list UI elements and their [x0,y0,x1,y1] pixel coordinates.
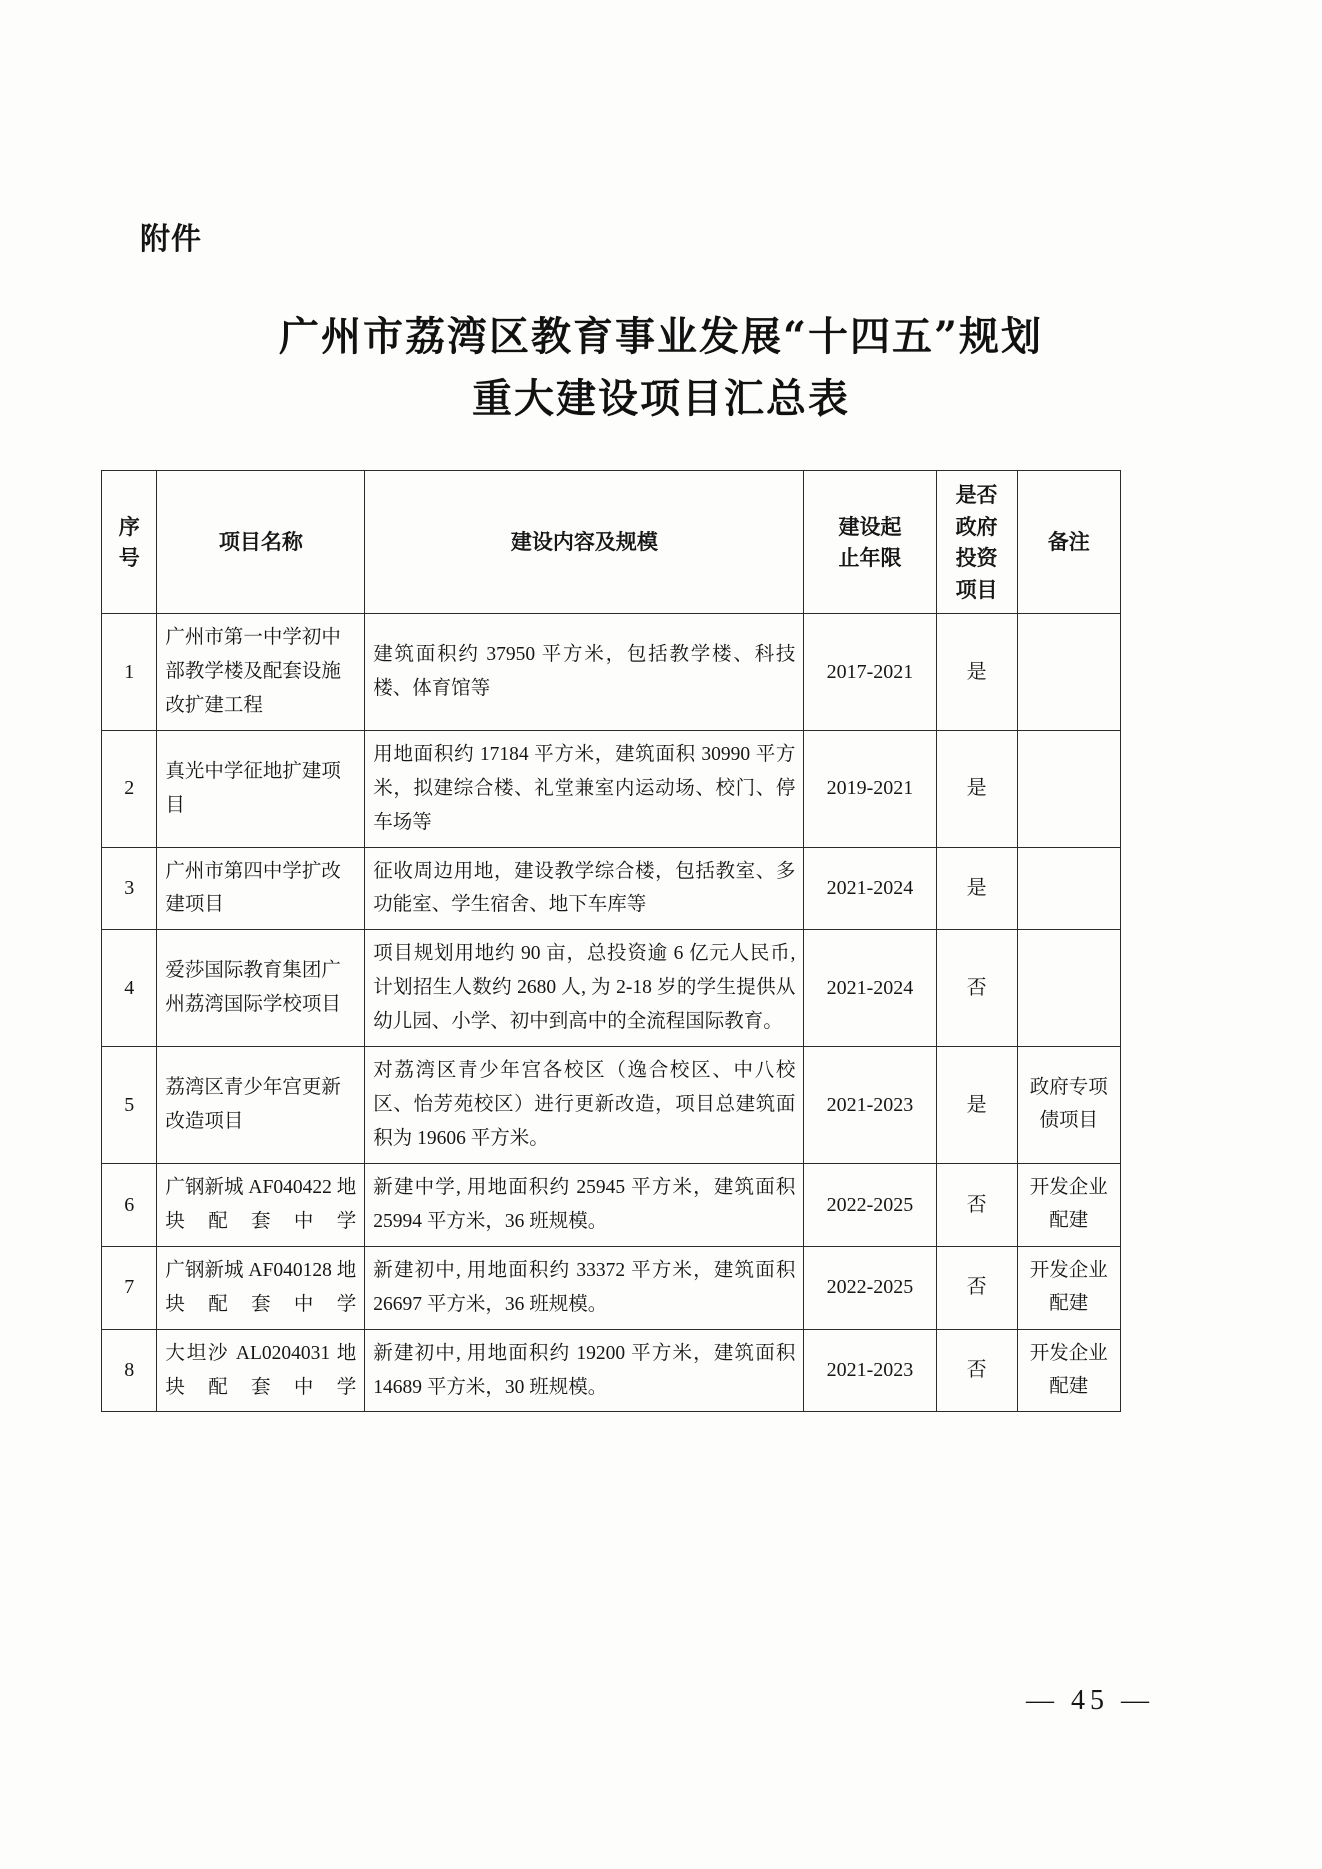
attachment-label: 附件 [140,222,202,257]
cell-sequence-number: 8 [102,1329,157,1412]
table-header-row [102,471,1121,614]
column-header-line: 政府 [955,513,998,539]
cell-government-investment: 是 [936,1047,1017,1164]
cell-remark: 政府专项债项目 [1017,1047,1120,1164]
cell-construction-content: 用地面积约 17184 平方米，建筑面积 30990 平方米，拟建综合楼、礼堂兼室内运动场、校门、停车场等 [365,730,804,847]
cell-remark [1017,614,1120,731]
cell-construction-content: 建筑面积约 37950 平方米，包括教学楼、科技楼、体育馆等 [365,614,804,731]
column-header-name [157,471,365,614]
column-header-line: 止年限 [838,545,902,570]
cell-remark [1017,930,1120,1047]
page-title-line-1: 广州市荔湾区教育事业发展“十四五”规划 [278,313,1043,360]
cell-construction-years: 2017-2021 [804,614,936,731]
cell-government-investment: 否 [936,1246,1017,1329]
column-header-line: 备注 [1047,529,1090,555]
page-title [0,306,1322,430]
cell-sequence-number: 6 [102,1163,157,1246]
column-header-line: 是否 [955,482,998,507]
cell-remark: 开发企业配建 [1017,1246,1120,1329]
cell-government-investment: 否 [936,930,1017,1047]
cell-sequence-number: 5 [102,1047,157,1164]
cell-construction-years: 2022-2025 [804,1246,936,1329]
cell-remark: 开发企业配建 [1017,1163,1120,1246]
cell-construction-content: 新建中学, 用地面积约 25945 平方米，建筑面积 25994 平方米，36 班规模。 [365,1163,804,1246]
cell-project-name: 广州市第四中学扩改建项目 [157,847,365,930]
cell-project-name: 广钢新城 AF040422 地块配套中学 [157,1163,365,1246]
cell-project-name: 荔湾区青少年宫更新改造项目 [157,1047,365,1164]
cell-construction-years: 2021-2024 [804,847,936,930]
cell-construction-content: 新建初中, 用地面积约 19200 平方米，建筑面积 14689 平方米，30 班规模。 [365,1329,804,1412]
cell-project-name: 广钢新城 AF040128 地块配套中学 [157,1246,365,1329]
table-row [102,930,1121,1047]
cell-government-investment: 否 [936,1163,1017,1246]
cell-project-name: 广州市第一中学初中部教学楼及配套设施改扩建工程 [157,614,365,731]
column-header-gov-invest [936,471,1017,614]
cell-remark [1017,730,1120,847]
cell-construction-content: 项目规划用地约 90 亩，总投资逾 6 亿元人民币, 计划招生人数约 2680 人, 为 2-18 岁的学生提供从幼儿园、小学、初中到高中的全流程国际教育。 [365,930,804,1047]
cell-sequence-number: 1 [102,614,157,731]
summary-table-container [101,470,1121,1412]
column-header-line: 序 [118,513,140,539]
cell-construction-years: 2019-2021 [804,730,936,847]
cell-project-name: 真光中学征地扩建项目 [157,730,365,847]
table-row [102,1047,1121,1164]
table-row [102,847,1121,930]
cell-sequence-number: 4 [102,930,157,1047]
cell-remark [1017,847,1120,930]
cell-construction-years: 2021-2023 [804,1329,936,1412]
column-header-years [804,471,936,614]
cell-construction-years: 2021-2024 [804,930,936,1047]
cell-construction-content: 对荔湾区青少年宫各校区（逸合校区、中八校区、怡芳苑校区）进行更新改造，项目总建筑面积为 19606 平方米。 [365,1047,804,1164]
cell-construction-years: 2021-2023 [804,1047,936,1164]
cell-government-investment: 是 [936,847,1017,930]
column-header-line: 投资 [955,545,998,570]
table-row [102,1329,1121,1412]
cell-construction-content: 新建初中, 用地面积约 33372 平方米，建筑面积 26697 平方米，36 班规模。 [365,1246,804,1329]
cell-sequence-number: 3 [102,847,157,930]
cell-project-name: 大坦沙 AL0204031 地块配套中学 [157,1329,365,1412]
project-summary-table [101,470,1121,1412]
cell-sequence-number: 2 [102,730,157,847]
column-header-remark [1017,471,1120,614]
page-number: — 45 — [1026,1685,1154,1716]
column-header-line: 号 [118,545,140,570]
table-row [102,614,1121,731]
table-row [102,1246,1121,1329]
cell-construction-years: 2022-2025 [804,1163,936,1246]
page-title-line-2: 重大建设项目汇总表 [472,375,850,422]
table-row [102,730,1121,847]
column-header-line: 项目 [955,576,998,602]
column-header-line: 项目名称 [218,529,303,555]
column-header-line: 建设起 [838,513,902,539]
table-row [102,1163,1121,1246]
column-header-line: 建设内容及规模 [510,529,658,555]
cell-sequence-number: 7 [102,1246,157,1329]
cell-government-investment: 是 [936,614,1017,731]
cell-project-name: 爱莎国际教育集团广州荔湾国际学校项目 [157,930,365,1047]
table-header [102,471,1121,614]
table-body [102,614,1121,1412]
column-header-content [365,471,804,614]
cell-remark: 开发企业配建 [1017,1329,1120,1412]
cell-government-investment: 否 [936,1329,1017,1412]
cell-government-investment: 是 [936,730,1017,847]
column-header-seq [102,471,157,614]
cell-construction-content: 征收周边用地，建设教学综合楼，包括教室、多功能室、学生宿舍、地下车库等 [365,847,804,930]
